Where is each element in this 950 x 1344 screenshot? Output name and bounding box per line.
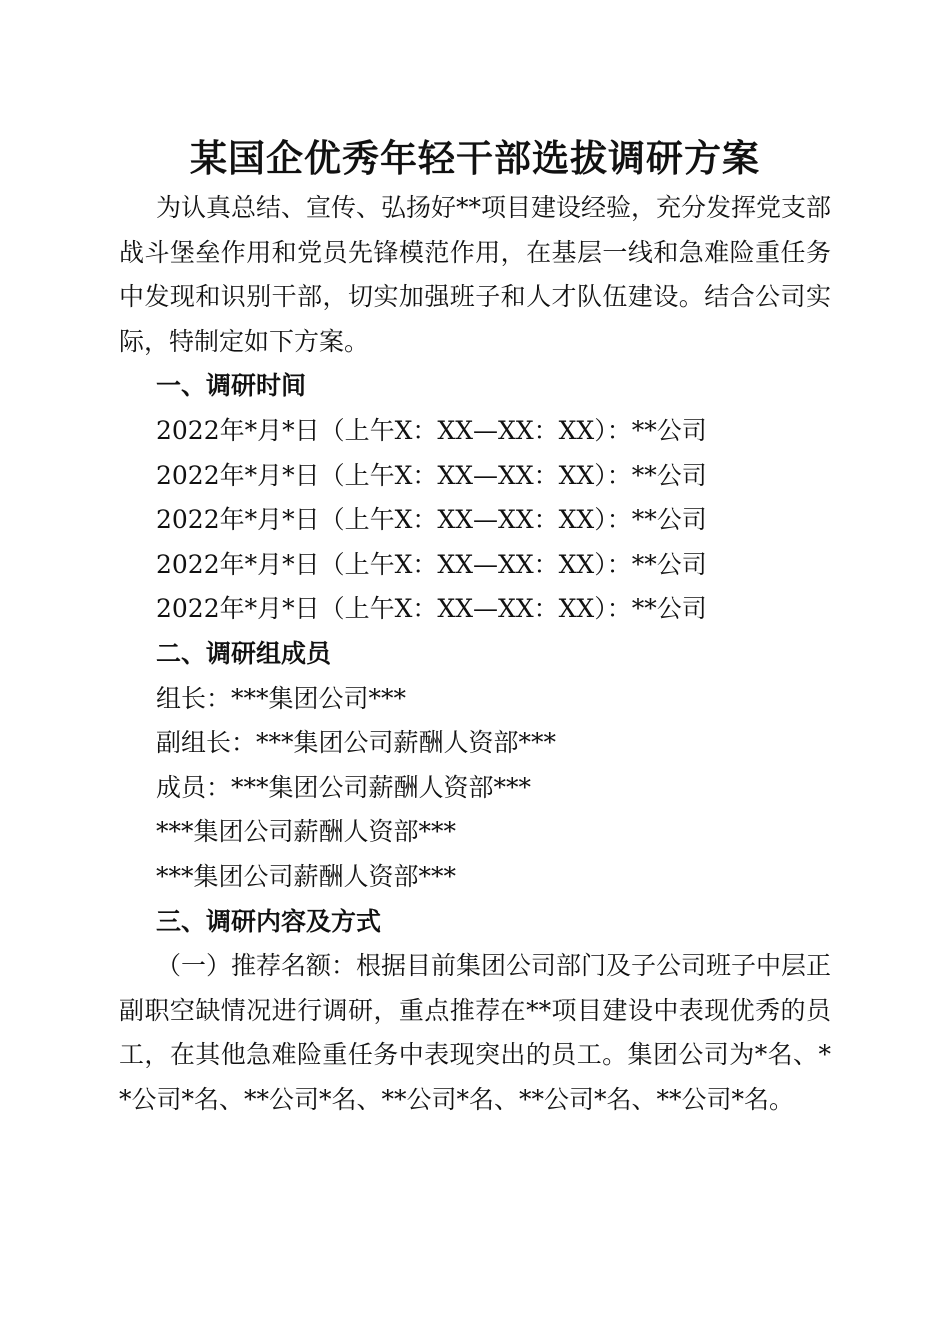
member-item: ***集团公司薪酬人资部***: [156, 817, 457, 847]
section-heading-time: 一、调研时间: [156, 371, 307, 401]
member-item: 组长：***集团公司***: [156, 683, 407, 713]
content-paragraph: （一）推荐名额：根据目前集团公司部门及子公司班子中层正副职空缺情况进行调研，重点推荐在**项目建设中表现优秀的员工，在其他急难险重任务中表现突出的员工。集团公司为*名、**公司*名、**公司*名、**公司*名、**公司*名、**公司*名。: [119, 951, 832, 1114]
member-item: ***集团公司薪酬人资部***: [156, 861, 457, 891]
section-heading-content: 三、调研内容及方式: [156, 906, 382, 936]
intro-paragraph: 为认真总结、宣传、弘扬好**项目建设经验，充分发挥党支部战斗堡垒作用和党员先锋模范作用，在基层一线和急难险重任务中发现和识别干部，切实加强班子和人才队伍建设。结合公司实际，特制定如下方案。: [119, 193, 832, 356]
document-title: 某国企优秀年轻干部选拔调研方案: [190, 136, 760, 180]
member-item: 副组长：***集团公司薪酬人资部***: [156, 728, 557, 758]
schedule-item: 2022年*月*日（上午X：XX—XX：XX）：**公司: [156, 505, 707, 535]
schedule-item: 2022年*月*日（上午X：XX—XX：XX）：**公司: [156, 415, 707, 445]
document-body: [119, 186, 831, 1122]
schedule-item: 2022年*月*日（上午X：XX—XX：XX）：**公司: [156, 549, 707, 579]
member-item: 成员：***集团公司薪酬人资部***: [156, 772, 532, 802]
schedule-item: 2022年*月*日（上午X：XX—XX：XX）：**公司: [156, 594, 707, 624]
schedule-item: 2022年*月*日（上午X：XX—XX：XX）：**公司: [156, 460, 707, 490]
section-heading-members: 二、调研组成员: [156, 638, 332, 668]
